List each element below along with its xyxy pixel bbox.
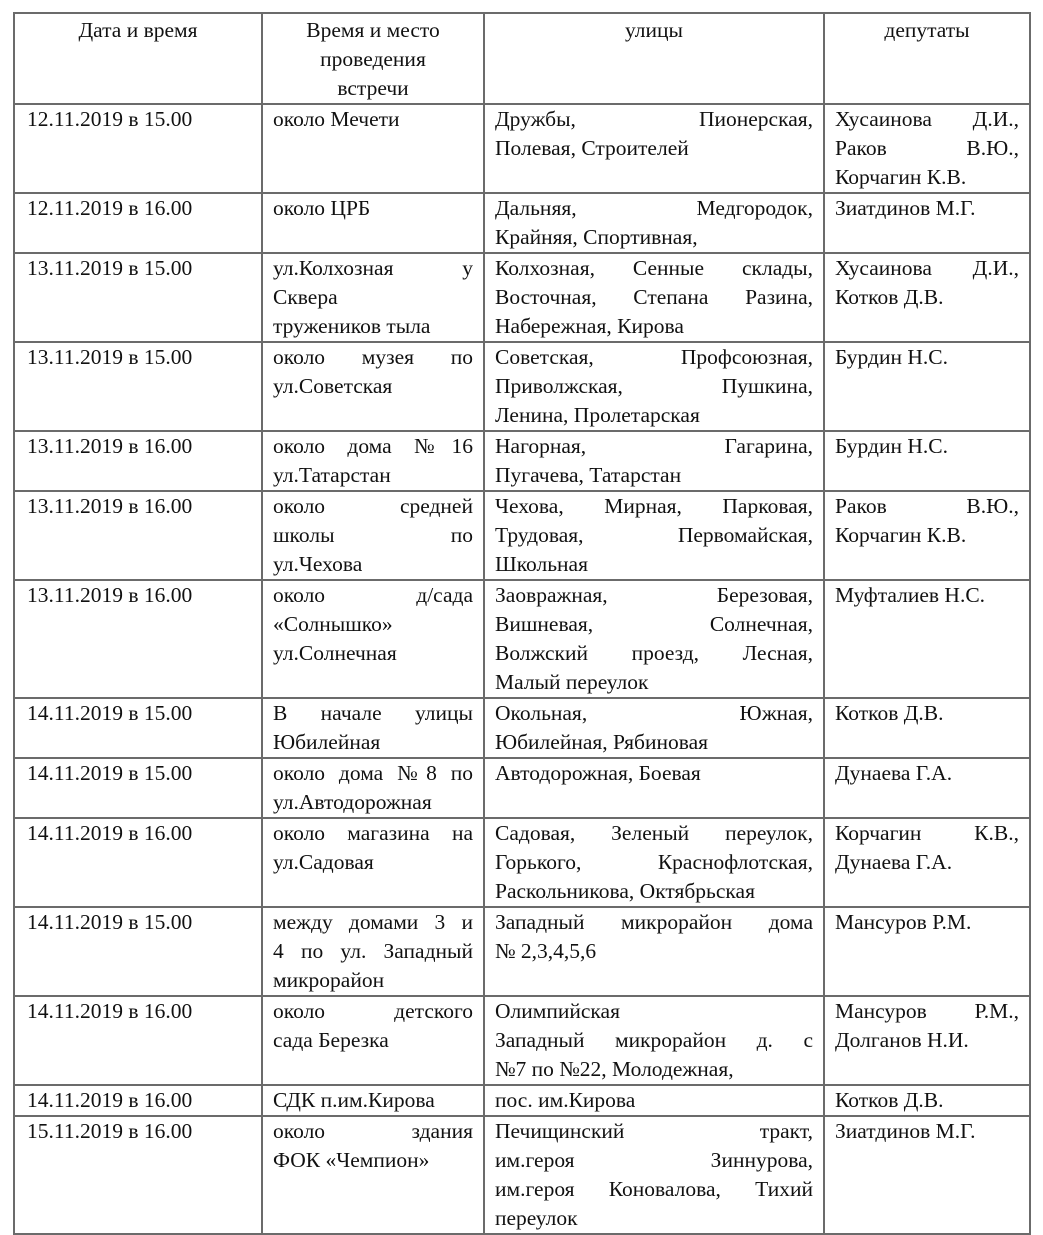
streets-cell [484,491,824,580]
deputies-line: Долганов Н.И. [835,1028,969,1052]
deputies-line: Котков Д.В. [835,1088,944,1112]
header-place: Время и место проведения встречи [262,13,484,104]
streets-line: Нагорная, Гагарина, [495,434,813,458]
streets-line: Автодорожная, Боевая [495,761,701,785]
deputies-cell [824,104,1030,193]
streets-line: Ленина, Пролетарская [495,403,700,427]
table-row [14,907,1030,996]
streets-line: Набережная, Кирова [495,314,684,338]
streets-line: Школьная [495,552,588,576]
table-row [14,996,1030,1085]
place-line: Юбилейная [273,730,381,754]
streets-line: Окольная, Южная, [495,701,813,725]
streets-line: Советская, Профсоюзная, [495,345,813,369]
streets-line: № 2,3,4,5,6 [495,939,597,963]
streets-line: Вишневая, Солнечная, [495,612,813,636]
place-line: тружеников тыла [273,314,431,338]
deputies-cell [824,342,1030,431]
deputies-line: Мансуров Р.М., [835,999,1019,1023]
deputies-line: Котков Д.В. [835,701,944,725]
place-line: около Мечети [273,107,400,131]
table-row [14,698,1030,758]
deputies-line: Бурдин Н.С. [835,434,948,458]
table-row [14,342,1030,431]
deputies-cell [824,1085,1030,1116]
deputies-line: Муфталиев Н.С. [835,583,986,607]
table-row [14,491,1030,580]
table-row [14,1085,1030,1116]
streets-line: Западный микрорайон д. с [495,1028,813,1052]
place-line: В начале улицы [273,701,473,725]
streets-line: Чехова, Мирная, Парковая, [495,494,813,518]
deputies-cell [824,193,1030,253]
place-line: около д/сада [273,583,473,607]
streets-cell [484,1116,824,1234]
place-cell [262,996,484,1085]
place-line: ул.Чехова [273,552,363,576]
place-cell [262,698,484,758]
date-time-cell: 13.11.2019 в 16.00 [14,431,262,491]
streets-line: Трудовая, Первомайская, [495,523,813,547]
streets-line: Олимпийская [495,999,620,1023]
table-row [14,104,1030,193]
streets-line: Дальняя, Медгородок, [495,196,813,220]
place-line: около магазина на [273,821,473,845]
place-cell [262,818,484,907]
place-cell [262,104,484,193]
place-line: сада Березка [273,1028,389,1052]
streets-cell [484,580,824,698]
date-time-cell: 15.11.2019 в 16.00 [14,1116,262,1234]
streets-cell [484,342,824,431]
streets-line: Пугачева, Татарстан [495,463,682,487]
header-row [14,13,1030,104]
place-cell [262,193,484,253]
place-cell [262,253,484,342]
deputies-line: Раков В.Ю., [835,136,1019,160]
streets-line: Западный микрорайон дома [495,910,813,934]
place-line: 4 по ул. Западный [273,939,473,963]
place-line: около ЦРБ [273,196,371,220]
place-cell [262,907,484,996]
date-time-cell: 14.11.2019 в 16.00 [14,1085,262,1116]
place-line: ул.Татарстан [273,463,391,487]
place-cell [262,342,484,431]
place-line: между домами 3 и [273,910,473,934]
place-line: около средней [273,494,473,518]
streets-line: пос. им.Кирова [495,1088,636,1112]
place-cell [262,1085,484,1116]
streets-cell [484,431,824,491]
deputies-cell [824,758,1030,818]
meeting-schedule-table [13,12,1031,1235]
place-line: ул.Колхозная у [273,256,473,280]
table-row [14,818,1030,907]
deputies-line: Корчагин К.В. [835,165,967,189]
deputies-line: Мансуров Р.М. [835,910,972,934]
streets-line: им.героя Зиннурова, [495,1148,813,1172]
deputies-line: Зиатдинов М.Г. [835,1119,976,1143]
header-deputies: депутаты [824,13,1030,104]
deputies-line: Хусаинова Д.И., [835,107,1019,131]
date-time-cell: 14.11.2019 в 16.00 [14,818,262,907]
streets-line: Садовая, Зеленый переулок, [495,821,813,845]
place-line: ул.Садовая [273,850,374,874]
streets-line: Колхозная, Сенные склады, [495,256,813,280]
streets-line: №7 по №22, Молодежная, [495,1057,734,1081]
deputies-line: Раков В.Ю., [835,494,1019,518]
date-time-cell: 14.11.2019 в 15.00 [14,758,262,818]
place-cell [262,491,484,580]
place-cell [262,758,484,818]
place-line: «Солнышко» [273,612,393,636]
header-streets: улицы [484,13,824,104]
place-line: микрорайон [273,968,385,992]
streets-cell [484,698,824,758]
deputies-cell [824,818,1030,907]
date-time-cell: 14.11.2019 в 16.00 [14,996,262,1085]
place-line: около дома №8 по [273,761,473,785]
deputies-line: Бурдин Н.С. [835,345,948,369]
deputies-line: Дунаева Г.А. [835,761,953,785]
place-line: СДК п.им.Кирова [273,1088,435,1112]
place-cell [262,1116,484,1234]
place-line: около дома №16 [273,434,473,458]
streets-line: им.героя Коновалова, Тихий [495,1177,813,1201]
place-line: школы по [273,523,473,547]
place-line: около музея по [273,345,473,369]
table-row [14,253,1030,342]
streets-line: Юбилейная, Рябиновая [495,730,709,754]
streets-line: Приволжская, Пушкина, [495,374,813,398]
streets-cell [484,758,824,818]
place-line: ул.Солнечная [273,641,397,665]
streets-cell [484,104,824,193]
deputies-cell [824,580,1030,698]
streets-line: Дружбы, Пионерская, [495,107,813,131]
streets-line: Полевая, Строителей [495,136,689,160]
place-cell [262,580,484,698]
date-time-cell: 13.11.2019 в 15.00 [14,253,262,342]
streets-cell [484,193,824,253]
date-time-cell: 12.11.2019 в 16.00 [14,193,262,253]
table-row [14,193,1030,253]
streets-line: Раскольникова, Октябрьская [495,879,755,903]
deputies-line: Хусаинова Д.И., [835,256,1019,280]
streets-line: переулок [495,1206,578,1230]
place-line: около детского [273,999,473,1023]
place-line: около здания [273,1119,473,1143]
deputies-line: Корчагин К.В., [835,821,1019,845]
deputies-line: Котков Д.В. [835,285,944,309]
deputies-cell [824,1116,1030,1234]
place-cell [262,431,484,491]
deputies-cell [824,698,1030,758]
streets-cell [484,1085,824,1116]
streets-cell [484,818,824,907]
place-line: ул.Советская [273,374,393,398]
date-time-cell: 12.11.2019 в 15.00 [14,104,262,193]
deputies-line: Корчагин К.В. [835,523,967,547]
table-row [14,431,1030,491]
streets-cell [484,907,824,996]
date-time-cell: 14.11.2019 в 15.00 [14,698,262,758]
date-time-cell: 13.11.2019 в 16.00 [14,491,262,580]
deputies-cell [824,491,1030,580]
streets-line: Горького, Краснофлотская, [495,850,813,874]
deputies-line: Дунаева Г.А. [835,850,953,874]
deputies-line: Зиатдинов М.Г. [835,196,976,220]
place-line: Сквера [273,285,338,309]
streets-line: Малый переулок [495,670,649,694]
streets-line: Крайняя, Спортивная, [495,225,698,249]
streets-cell [484,996,824,1085]
deputies-cell [824,996,1030,1085]
table-row [14,580,1030,698]
deputies-cell [824,907,1030,996]
streets-line: Волжский проезд, Лесная, [495,641,813,665]
streets-line: Печищинский тракт, [495,1119,813,1143]
date-time-cell: 13.11.2019 в 16.00 [14,580,262,698]
date-time-cell: 13.11.2019 в 15.00 [14,342,262,431]
deputies-cell [824,431,1030,491]
streets-cell [484,253,824,342]
header-date: Дата и время [14,13,262,104]
streets-line: Заовражная, Березовая, [495,583,813,607]
table-row [14,1116,1030,1234]
deputies-cell [824,253,1030,342]
date-time-cell: 14.11.2019 в 15.00 [14,907,262,996]
table-row [14,758,1030,818]
place-line: ФОК «Чемпион» [273,1148,430,1172]
streets-line: Восточная, Степана Разина, [495,285,813,309]
place-line: ул.Автодорожная [273,790,432,814]
